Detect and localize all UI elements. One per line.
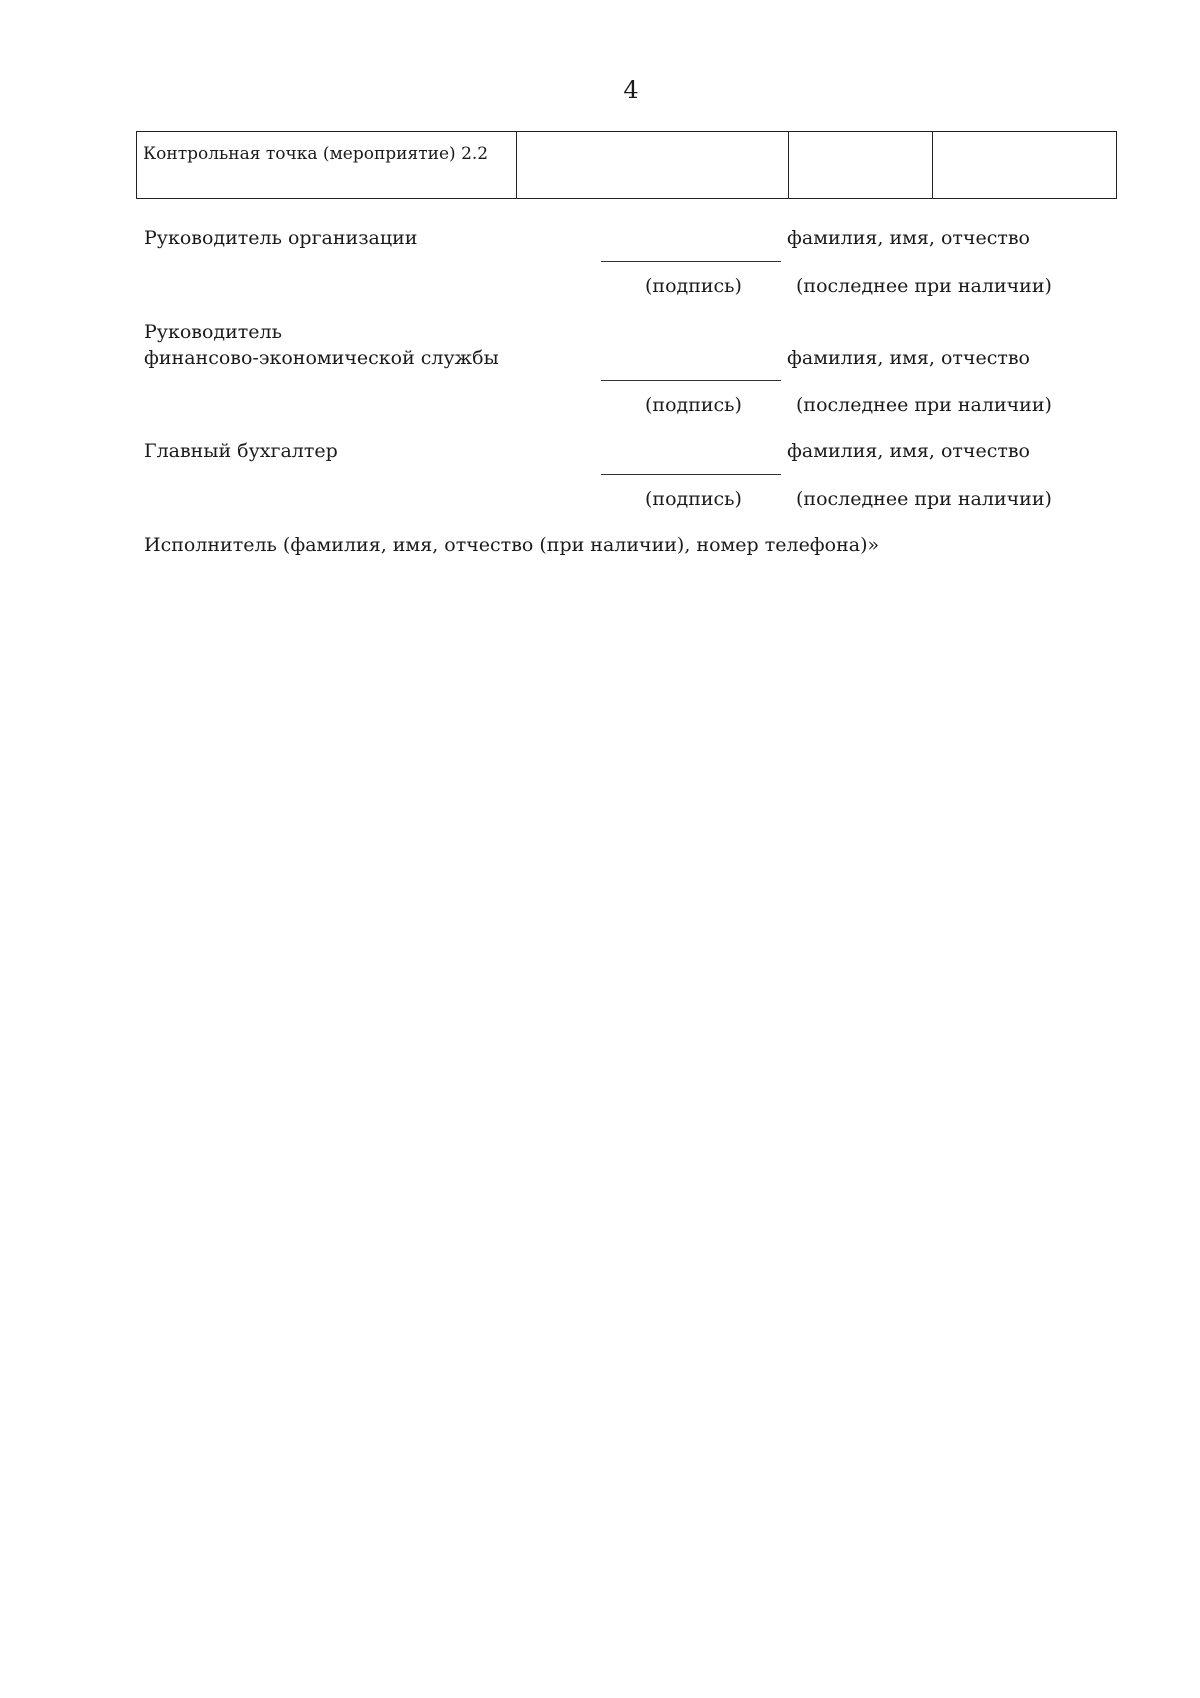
name-note: (последнее при наличии) xyxy=(796,394,1052,416)
executor-line: Исполнитель (фамилия, имя, отчество (при наличии), номер телефона)» xyxy=(144,534,880,556)
name-caption: фамилия, имя, отчество xyxy=(787,440,1030,462)
name-note: (последнее при наличии) xyxy=(796,488,1052,510)
signature-caption: (подпись) xyxy=(645,275,742,297)
name-note: (последнее при наличии) xyxy=(796,275,1052,297)
name-caption: фамилия, имя, отчество xyxy=(787,347,1030,369)
signatory-title-chief-accountant: Главный бухгалтер xyxy=(144,440,338,462)
table-cell xyxy=(517,132,789,199)
table-row xyxy=(137,132,1117,199)
signature-caption: (подпись) xyxy=(645,394,742,416)
signature-line xyxy=(601,380,781,381)
signatory-title-head: Руководитель организации xyxy=(144,227,418,249)
table-cell xyxy=(789,132,933,199)
table-cell xyxy=(933,132,1117,199)
signatory-title-finance-line1: Руководитель xyxy=(144,321,282,343)
name-caption: фамилия, имя, отчество xyxy=(787,227,1030,249)
signature-caption: (подпись) xyxy=(645,488,742,510)
control-point-table xyxy=(136,131,1117,199)
signatory-title-finance-line2: финансово-экономической службы xyxy=(144,347,499,369)
page-number: 4 xyxy=(623,76,639,104)
signature-line xyxy=(601,474,781,475)
signature-line xyxy=(601,261,781,262)
control-point-label: Контрольная точка (мероприятие) 2.2 xyxy=(137,132,517,199)
